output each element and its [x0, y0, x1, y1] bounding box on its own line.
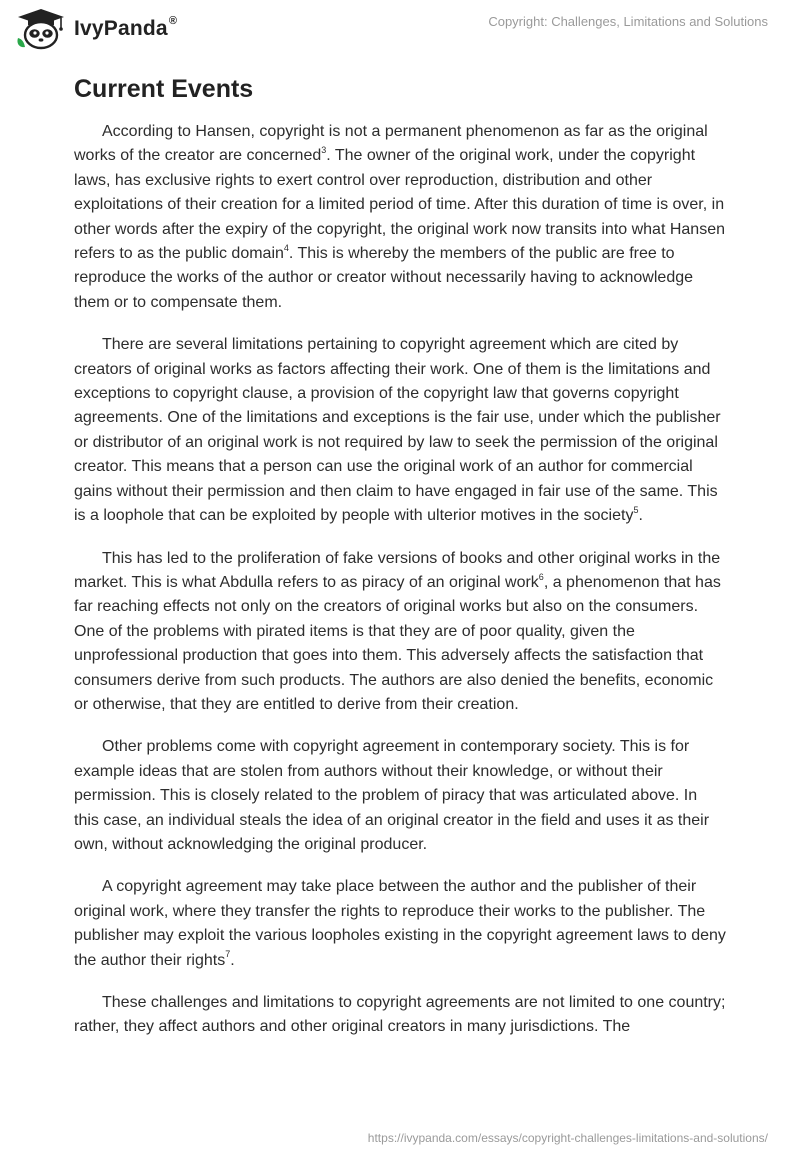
paragraph-list	[74, 120, 726, 1040]
footnote-ref[interactable]: 5	[633, 504, 639, 515]
footnote-ref[interactable]: 4	[283, 242, 289, 253]
paragraph-text: . This is whereby the members of the public are free to reproduce the works of the author or creator without necessarily having to acknowledge them or to compensate them.	[74, 245, 694, 311]
panda-logo-icon	[14, 8, 68, 50]
body-paragraph	[74, 875, 726, 973]
footnote-ref[interactable]: 7	[225, 949, 231, 960]
source-url[interactable]: https://ivypanda.com/essays/copyright-challenges-limitations-and-solutions/	[367, 1131, 768, 1145]
section-heading: Current Events	[74, 75, 254, 103]
paragraph-text: .	[638, 507, 643, 525]
brand-name: IvyPanda®	[74, 15, 178, 40]
paragraph-text: There are several limitations pertaining to copyright agreement which are cited by creators of original works as factors affecting their work. One of them is the limitations and exceptions to copyright clause, a provision of the copyright law that governs copyright agreements. One of the limitations and exceptions is the fair use, under which the publisher or distributor of an original work is not required by law to seek the permission of the original creator. This means that a person can use the original work of an author for commercial gains without their permission and then claim to have engaged in fair use of the same. This is a loophole that can be exploited by people with ulterior motives in the society	[74, 336, 721, 525]
footnote-ref[interactable]: 6	[538, 571, 544, 582]
paragraph-text: Other problems come with copyright agreement in contemporary society. This is for example ideas that are stolen from authors without their knowledge, or without their permission. This is closely related to the problem of piracy that was articulated above. In this case, an individual steals the idea of an original creator in the field and uses it as their own, without acknowledging the original producer.	[74, 738, 710, 853]
paragraph-text: These challenges and limitations to copyright agreements are not limited to one country; rather, they affect authors and other original creators in many jurisdictions. The	[74, 994, 726, 1036]
paragraph-text: According to Hansen, copyright is not a permanent phenomenon as far as the original works of the creator are concerned	[74, 123, 708, 165]
paragraph-text: , a phenomenon that has far reaching effects not only on the creators of original works but also on the consumers. One of the problems with pirated items is that they are of poor quality, given the unprofessional production that goes into them. This adversely affects the satisfaction that consumers derive from such products. The authors are also denied the benefits, economic or otherwise, that they are entitled to derive from their creation.	[74, 573, 721, 713]
document-title: Copyright: Challenges, Limitations and Solutions	[488, 14, 768, 29]
paragraph-text: A copyright agreement may take place between the author and the publisher of their original work, where they transfer the rights to reproduce their works to the publisher. The publisher may exploit the various loopholes existing in the copyright agreement laws to deny the author their rights	[74, 878, 726, 969]
article-body	[74, 72, 726, 1058]
body-paragraph	[74, 735, 726, 857]
body-paragraph	[74, 120, 726, 315]
body-paragraph	[74, 333, 726, 528]
brand-logo[interactable]	[14, 8, 177, 50]
paragraph-text: . The owner of the original work, under the copyright laws, has exclusive rights to exert control over reproduction, distribution and other exploitations of their creation for a limited period of time. After this duration of time is over, in other words after the expiry of the copyright, the original work now transits into what Hansen refers to as the public domain	[74, 147, 725, 263]
paragraph-text: .	[230, 951, 235, 969]
body-paragraph	[74, 547, 726, 718]
footnote-ref[interactable]: 3	[321, 145, 327, 156]
body-paragraph	[74, 991, 726, 1040]
paragraph-text: This has led to the proliferation of fake versions of books and other original works in the market. This is what Abdulla refers to as piracy of an original work	[74, 549, 721, 591]
page-header	[0, 0, 800, 60]
